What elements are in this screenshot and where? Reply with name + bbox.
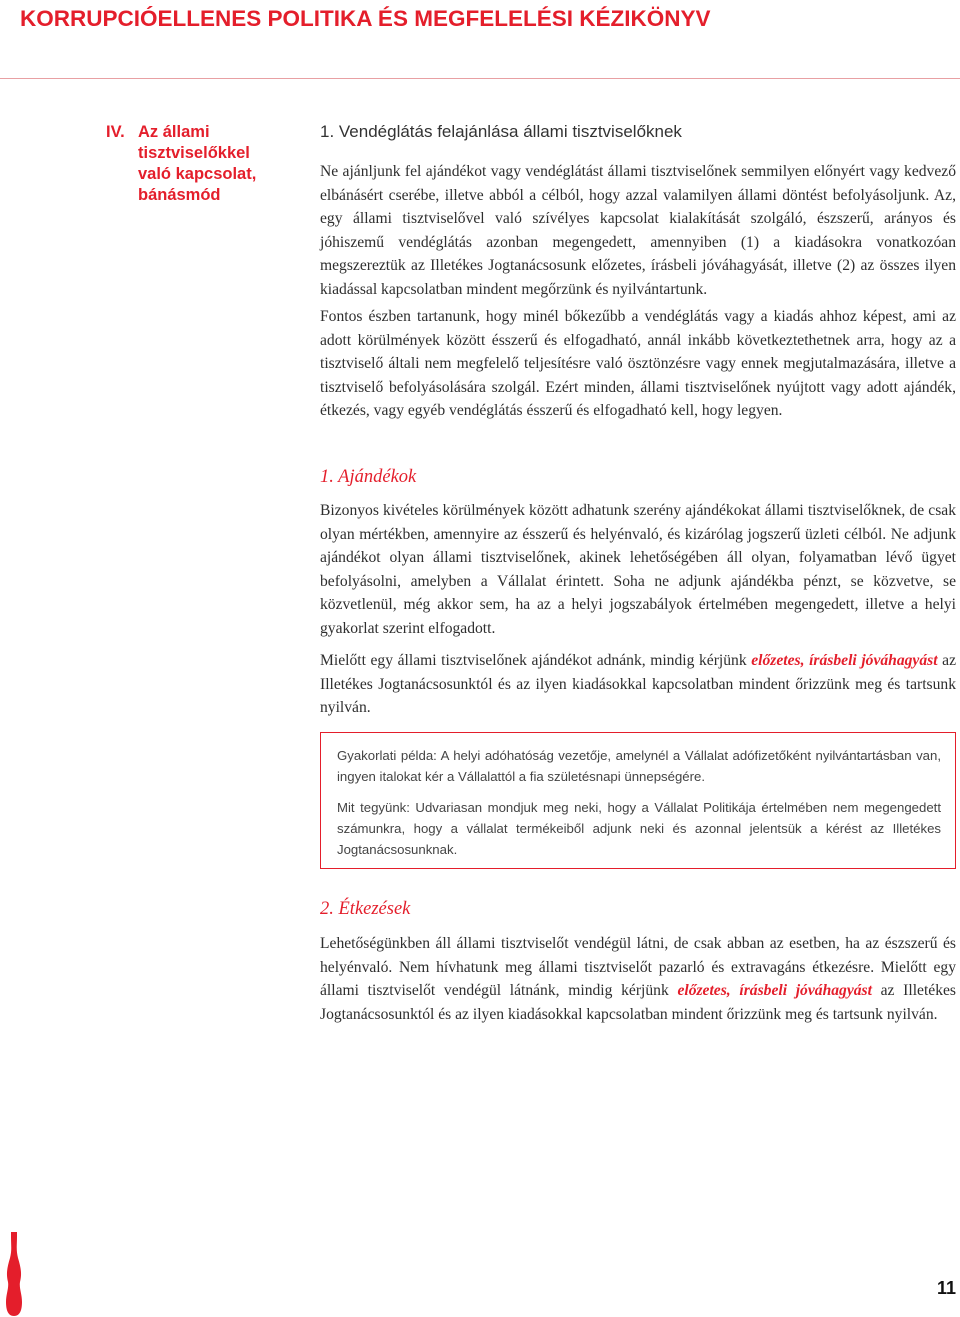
- example-text: Gyakorlati példa: A helyi adóhatóság vezetője, amelynél a Vállalat adófizetőként nyilvántartásban van, ingyen italokat kér a Vállalattól a fia születésnapi ünnepségére.: [337, 748, 941, 784]
- action-text: Mit tegyünk: Udvariasan mondjuk meg neki, hogy a Vállalat Politikája értelmében nem megengedett számunkra, hogy a vállalat termékeiből adjunk neki és azonnal jelentsük a kérést az Illetékes Jogtanácsosunknak.: [337, 800, 941, 857]
- section-paragraph: Fontos észben tartanunk, hogy minél bőkezűbb a vendéglátás vagy a kiadás ahhoz képest, ami az adott körülmények között ésszerű és elfogadható, annál inkább következtethetnek arra, hogy az a tisztviselő általi nem megfelelő teljesítésre való ösztönzésre vagy ennek megjutalmazására, illetve a tisztviselő befolyásolására szolgál. Ezért minden, állami tisztviselőnek nyújtott vagy adott ajándék, étkezés, vagy egyéb vendéglátás ésszerű és elfogadható kell, hogy legyen.: [320, 308, 956, 419]
- document-title: KORRUPCIÓELLENES POLITIKA ÉS MEGFELELÉSI KÉZIKÖNYV: [20, 6, 711, 31]
- chapter-title-line: tisztviselőkkel: [138, 144, 250, 162]
- chapter-title: [138, 122, 278, 206]
- header-divider: [0, 78, 960, 79]
- meals-heading: 2. Étkezések: [320, 899, 411, 919]
- gifts-heading: 1. Ajándékok: [320, 467, 417, 487]
- emphasis-text: előzetes, írásbeli jóváhagyást: [677, 982, 872, 999]
- meals-paragraph: Lehetőségünkben áll állami tisztviselőt vendégül látni, de csak abban az esetben, ha az észszerű és helyénvaló. Nem hívhatunk meg állami tisztviselőt pazarló és extravagáns étkezésre. Mielőtt egy állami tisztviselőt vendégül látnánk, mindig kérjünk előzetes, írásbeli jóváhagyást az Illetékes Jogtanácsosunktól és az ilyen kiadásokkal kapcsolatban mindent őrizzünk meg és tartsunk nyilván.: [320, 935, 956, 1023]
- page-number: 11: [936, 1278, 956, 1298]
- gifts-approval-paragraph: Mielőtt egy állami tisztviselőnek ajándékot adnánk, mindig kérjünk előzetes, írásbeli jóváhagyást az Illetékes Jogtanácsosunktól és az ilyen kiadásokkal kapcsolatban mindent őrizzünk meg és tartsunk nyilván.: [320, 652, 956, 716]
- section-paragraph: Ne ajánljunk fel ajándékot vagy vendéglátást állami tisztviselőnek semmilyen előnyért vagy kedvező elbánásért cserébe, illetve abból a célból, hogy azzal valamilyen állami döntést befolyásoljunk. Az, egy állami tisztviselővel való szívélyes kapcsolat kialakítását szolgáló, észszerű, arányos és jóhiszemű vendéglátás azonban megengedett, amennyiben (1) a kiadásokra vonatkozóan megszereztük az Illetékes Jogtanácsosunk előzetes, írásbeli jóváhagyását, illetve (2) az összes ilyen kiadással kapcsolatban mindent megőrzünk és nyilvántartunk.: [320, 163, 956, 298]
- bottle-icon: [4, 1232, 24, 1316]
- section-heading: 1. Vendéglátás felajánlása állami tisztviselőknek: [320, 122, 682, 141]
- chapter-number: IV.: [106, 123, 125, 141]
- chapter-title-line: való kapcsolat,: [138, 165, 257, 183]
- chapter-title-line: Az állami: [138, 123, 210, 141]
- emphasis-text: előzetes, írásbeli jóváhagyást: [751, 652, 938, 669]
- example-box: [320, 732, 956, 869]
- chapter-title-line: bánásmód: [138, 186, 221, 204]
- gifts-paragraph: Bizonyos kivételes körülmények között adhatunk szerény ajándékokat állami tisztviselőknek, de csak olyan mértékben, amennyire az ésszerű és helyénvaló, és kizárólag jogszerű üzleti célból. Ne adjunk ajándékot olyan állami tisztviselőnek, akinek lehetőségében áll olyan, folyamatban lévő ügyet befolyásolni, amelyben a Vállalat érintett. Soha ne adjunk ajándékba pénzt, se közvetve, se közvetlenül, még akkor sem, ha az a helyi jogszabályok értelmében megengedett, illetve a helyi gyakorlat szerint elfogadott.: [320, 502, 956, 637]
